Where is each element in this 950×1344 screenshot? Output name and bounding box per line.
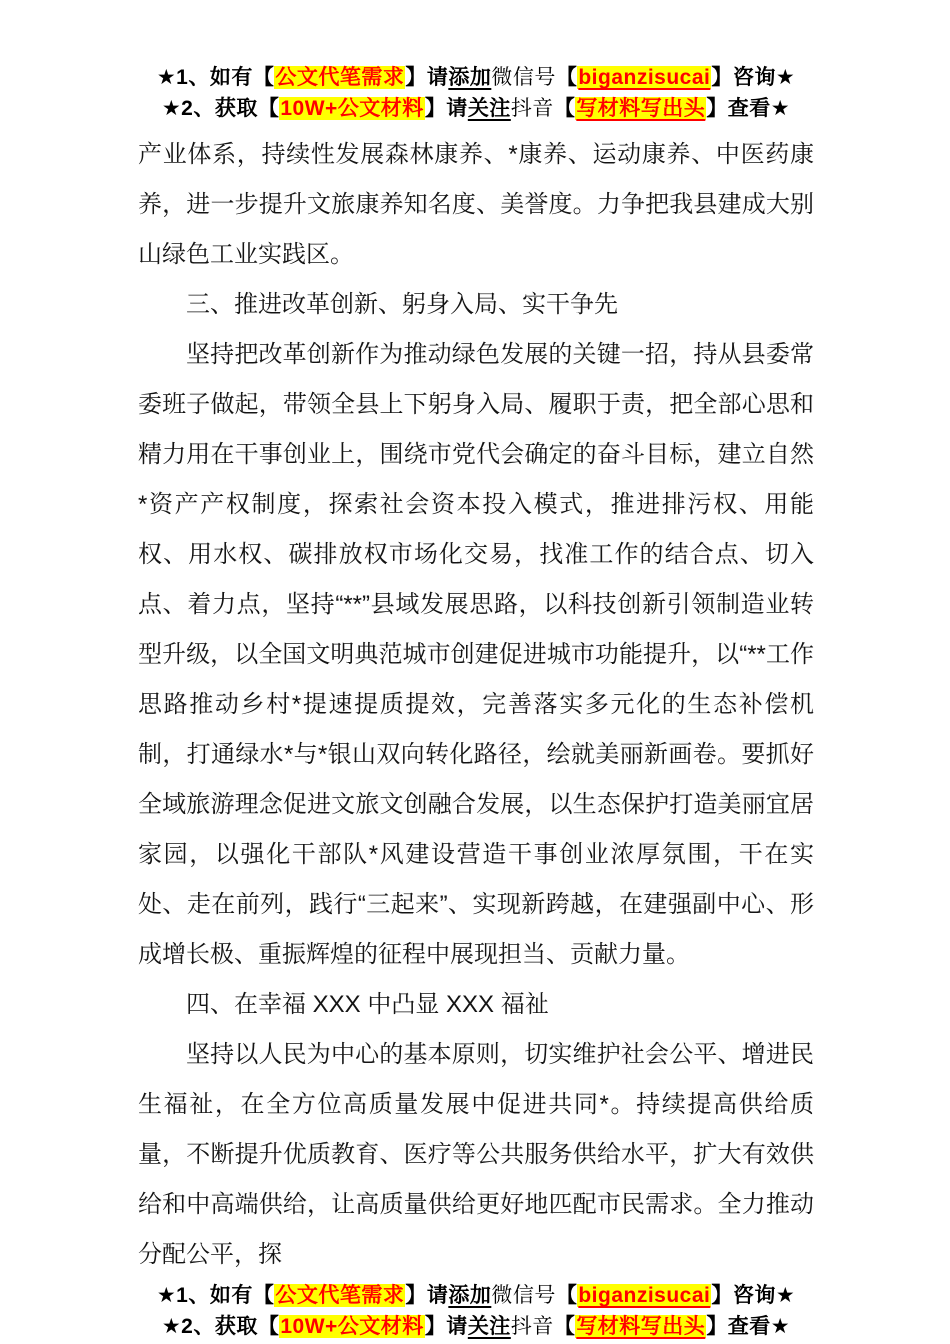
section-heading: 三、推进改革创新、躬身入局、实干争先: [186, 291, 618, 318]
promo-text: 】查看★: [706, 1315, 791, 1338]
body-paragraph: 坚持把改革创新作为推动绿色发展的关键一招，持从县委常委班子做起，带领全县上下躬身入局、履职于责，把全部心思和精力用在干事创业上，围绕市党代会确定的奋斗目标，建立自然*资产产权制度，探索社会资本投入模式，推进排污权、用能权、用水权、碳排放权市场化交易，找准工作的结合点、切入点、着力点，坚持“**”县域发展思路，以科技创新引领制造业转型升级，以全国文明典范城市创建促进城市功能提升，以“**工作思路推动乡村*提速提质提效，完善落实多元化的生态补偿机制，打通绿水*与*银山双向转化路径，绘就美丽新画卷。要抓好全域旅游理念促进文旅文创融合发展，以生态保护打造美丽宜居家园，以强化干部队*风建设营造干事创业浓厚氛围，干在实处、走在前列，践行“三起来”、实现新跨越，在建强副中心、形成增长极、重振辉煌的征程中展现担当、贡献力量。: [138, 341, 814, 968]
highlight-service-keyword: 公文代笔需求: [275, 1284, 405, 1307]
promo-text: 抖音: [510, 1315, 554, 1338]
promo-text: 】请: [405, 66, 449, 89]
promo-text: 】请: [424, 97, 468, 120]
wechat-id-text: biganzisucai: [578, 1284, 711, 1307]
promo-text: 抖音: [510, 97, 554, 120]
promo-text: 微信号: [491, 1284, 556, 1307]
promo-text: ★2、获取【: [161, 1315, 280, 1338]
highlight-material-keyword: 10W+公文材料: [280, 97, 424, 120]
promo-text: ★1、如有【: [156, 1284, 275, 1307]
promo-line-1: [138, 1280, 814, 1311]
promo-line-2: [138, 93, 814, 124]
highlight-material-keyword: 10W+公文材料: [280, 1315, 424, 1338]
promo-text: 】咨询★: [711, 1284, 796, 1307]
follow-action-text: 关注: [467, 97, 511, 120]
promo-line-1: [138, 62, 814, 93]
promo-text: 】查看★: [706, 97, 791, 120]
promo-banner-top: [138, 62, 814, 124]
promo-text: ★2、获取【: [161, 97, 280, 120]
highlight-service-keyword: 公文代笔需求: [275, 66, 405, 89]
promo-text: 【: [553, 1315, 576, 1338]
add-action-text: 添加: [448, 1284, 492, 1307]
promo-text: 】请: [405, 1284, 449, 1307]
body-paragraph: 产业体系，持续性发展森林康养、*康养、运动康养、中医药康养，进一步提升文旅康养知名度、美誉度。力争把我县建成大别山绿色工业实践区。: [138, 141, 814, 268]
promo-text: 】咨询★: [711, 66, 796, 89]
douyin-id-text: 写材料写出头: [576, 1315, 706, 1338]
promo-text: 【: [555, 1284, 578, 1307]
follow-action-text: 关注: [467, 1315, 511, 1338]
section-heading: 四、在幸福 XXX 中凸显 XXX 福祉: [186, 991, 549, 1018]
wechat-id-text: biganzisucai: [578, 66, 711, 89]
promo-text: 】请: [424, 1315, 468, 1338]
body-paragraph: 坚持以人民为中心的基本原则，切实维护社会公平、增进民生福祉，在全方位高质量发展中促进共同*。持续提高供给质量，不断提升优质教育、医疗等公共服务供给水平，扩大有效供给和中高端供给，让高质量供给更好地匹配市民需求。全力推动分配公平，探: [138, 1041, 814, 1268]
document-body: [138, 130, 814, 1280]
douyin-id-text: 写材料写出头: [576, 97, 706, 120]
promo-line-2: [138, 1311, 814, 1342]
promo-text: 微信号: [491, 66, 556, 89]
promo-banner-bottom: [138, 1280, 814, 1342]
promo-text: ★1、如有【: [156, 66, 275, 89]
promo-text: 【: [555, 66, 578, 89]
add-action-text: 添加: [448, 66, 492, 89]
promo-text: 【: [553, 97, 576, 120]
